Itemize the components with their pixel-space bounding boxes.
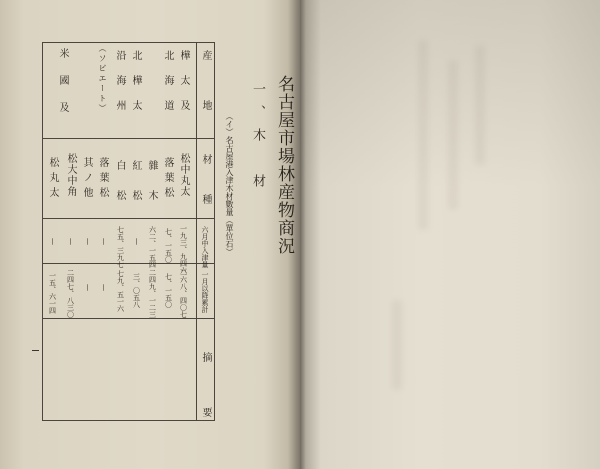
origin-label: （ソビエート） <box>98 44 107 114</box>
table-cell-june-arrivals: 七五、三九七 <box>116 226 125 268</box>
table-cell-cumulative: 三、〇五八 <box>132 273 141 308</box>
header-remarks: 摘要 <box>200 352 211 462</box>
table-cell-cumulative: 二四七、八三〇 <box>66 269 75 318</box>
origin-label: 米國及 <box>57 48 68 129</box>
table-cell-species: 落葉松 <box>97 157 108 202</box>
bleed-through <box>448 60 458 210</box>
bleed-through <box>475 45 485 165</box>
bleed-through <box>392 300 402 390</box>
table-border-right <box>214 42 215 421</box>
table-cell-species: 其ノ他 <box>81 157 92 202</box>
table-cell-june-arrivals: — <box>99 238 108 245</box>
bleed-through <box>418 40 428 230</box>
table-cell-june-arrivals: — <box>66 238 75 245</box>
margin-mark <box>32 350 39 351</box>
table-cell-june-arrivals: 七、一五〇 <box>164 228 173 263</box>
row-rule-cumulative <box>42 318 215 319</box>
origin-label: 北樺太 <box>130 50 141 125</box>
table-border-bottom <box>42 420 215 421</box>
table-cell-cumulative: — <box>99 284 108 291</box>
row-rule-origin <box>42 138 215 139</box>
table-cell-cumulative: 七九、五一六 <box>116 270 125 312</box>
table-cell-cumulative: 二六八、四〇七 <box>179 269 188 318</box>
table-cell-species: 松中丸太 <box>178 153 189 197</box>
table-cell-species: 紅松 <box>130 160 141 220</box>
table-cell-cumulative: 七、一五〇 <box>164 273 173 308</box>
table-cell-june-arrivals: — <box>132 238 141 245</box>
table-cell-cumulative: 一五、六一四 <box>48 272 57 314</box>
table-border-left <box>42 42 43 421</box>
table-cell-species: 松丸太 <box>47 157 58 202</box>
header-separator <box>196 42 197 421</box>
table-cell-species: 白松 <box>114 160 125 220</box>
table-cell-june-arrivals: — <box>83 238 92 245</box>
table-cell-june-arrivals: — <box>48 238 57 245</box>
header-species: 材種 <box>200 154 211 234</box>
origin-label: 北海道 <box>162 50 173 125</box>
table-cell-cumulative: 二四九、一二三 <box>148 269 157 318</box>
row-rule-june <box>42 263 215 264</box>
header-june-arrivals: 六月中入津量 <box>201 226 209 268</box>
section-heading: 一、木 材 <box>250 82 265 197</box>
origin-label: 沿海州 <box>114 50 125 125</box>
table-cell-cumulative: — <box>83 284 92 291</box>
row-rule-species <box>42 218 215 219</box>
page-title: 名古屋市場林産物商況 <box>274 75 294 255</box>
table-cell-species: 雜木 <box>146 160 157 220</box>
header-cumulative: 一月以降累計 <box>201 271 209 313</box>
table-cell-june-arrivals: 一九三、九四六 <box>179 225 188 274</box>
table-cell-june-arrivals: 六二、一五四 <box>148 226 157 268</box>
right-page <box>300 0 600 469</box>
header-origin: 産地 <box>200 50 211 150</box>
table-cell-species: 松大中角 <box>65 153 76 197</box>
subsection-heading: （イ）名古屋港入津木材數量（單位石） <box>225 112 234 256</box>
origin-label: 樺太及 <box>178 50 189 125</box>
table-border-top <box>42 42 215 43</box>
table-cell-species: 落葉松 <box>162 157 173 202</box>
